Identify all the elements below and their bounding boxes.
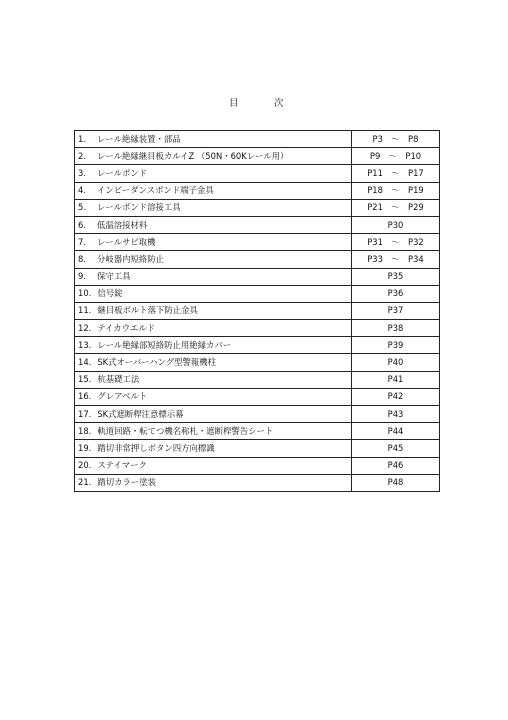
toc-row (75, 371, 440, 388)
toc-entry-title: 継目板ボルト落下防止金具 (97, 305, 198, 316)
toc-entry-cell (75, 199, 352, 216)
toc-entry-pages: P40 (352, 354, 440, 371)
toc-entry-pages: P31 ～ P32 (352, 234, 440, 251)
toc-entry-number: 17. (78, 408, 92, 419)
toc-entry-number: 14. (78, 357, 92, 368)
toc-entry-cell (75, 216, 352, 233)
toc-entry-pages: P18 ～ P19 (352, 182, 440, 199)
toc-entry-number: 2. (78, 150, 86, 161)
toc-entry-pages: P36 (352, 285, 440, 302)
toc-entry-pages: P3 ～ P8 (352, 131, 440, 148)
toc-row (75, 388, 440, 405)
toc-entry-title: グレアベルト (97, 391, 148, 402)
table-of-contents (74, 130, 440, 492)
toc-row (75, 406, 440, 423)
toc-entry-pages: P9 ～ P10 (352, 148, 440, 165)
toc-entry-number: 12. (78, 322, 92, 333)
toc-entry-title: レールボンド (97, 167, 148, 178)
toc-entry-cell (75, 251, 352, 268)
toc-entry-number: 1. (78, 133, 86, 144)
toc-entry-cell (75, 354, 352, 371)
toc-entry-title: 杭基礎工法 (97, 374, 140, 385)
toc-entry-title: レール絶縁部短絡防止用絶縁カバー (97, 339, 232, 350)
toc-row (75, 337, 440, 354)
toc-entry-number: 3. (78, 167, 86, 178)
toc-body (75, 131, 440, 492)
toc-entry-pages: P11 ～ P17 (352, 165, 440, 182)
toc-entry-title: 分岐器内短絡防止 (97, 253, 164, 264)
toc-entry-title: SK式オーバーハング型警報機柱 (97, 357, 217, 368)
title-char-1: 目 (229, 98, 239, 109)
toc-entry-number: 19. (78, 442, 92, 453)
toc-entry-cell (75, 371, 352, 388)
toc-entry-title: レール絶縁装置・部品 (97, 133, 181, 144)
toc-entry-pages: P44 (352, 423, 440, 440)
toc-entry-cell (75, 234, 352, 251)
toc-entry-pages: P39 (352, 337, 440, 354)
toc-entry-pages: P46 (352, 457, 440, 474)
toc-row (75, 165, 440, 182)
toc-entry-pages: P35 (352, 268, 440, 285)
toc-entry-cell (75, 423, 352, 440)
toc-entry-title: レールサビ取機 (97, 236, 156, 247)
toc-entry-title: ステイマーク (97, 460, 147, 471)
toc-entry-cell (75, 388, 352, 405)
toc-row (75, 234, 440, 251)
toc-entry-cell (75, 337, 352, 354)
toc-row (75, 285, 440, 302)
toc-row (75, 440, 440, 457)
toc-entry-pages: P38 (352, 320, 440, 337)
toc-entry-cell (75, 474, 352, 491)
toc-entry-cell (75, 268, 352, 285)
toc-entry-title: 踏切非常押しボタン四方向標識 (97, 442, 215, 453)
toc-row (75, 199, 440, 216)
toc-entry-title: SK式遮断桿注意標示幕 (97, 408, 184, 419)
toc-entry-number: 18. (78, 425, 92, 436)
toc-entry-cell (75, 285, 352, 302)
toc-row (75, 457, 440, 474)
toc-entry-title: 信号錠 (97, 288, 123, 299)
toc-entry-title: 保守工具 (97, 271, 131, 282)
toc-entry-pages: P41 (352, 371, 440, 388)
toc-entry-pages: P33 ～ P34 (352, 251, 440, 268)
toc-row (75, 216, 440, 233)
toc-entry-cell (75, 302, 352, 319)
toc-entry-pages: P43 (352, 406, 440, 423)
toc-row (75, 148, 440, 165)
toc-entry-pages: P45 (352, 440, 440, 457)
toc-entry-number: 16. (78, 391, 92, 402)
toc-entry-number: 8. (78, 253, 86, 264)
toc-entry-title: インピーダンスボンド端子金具 (97, 185, 214, 196)
toc-entry-title: 軌道回路・転てつ機名称札・遮断桿警告シート (97, 425, 274, 436)
toc-row (75, 354, 440, 371)
toc-entry-pages: P42 (352, 388, 440, 405)
toc-entry-number: 10. (78, 288, 92, 299)
toc-row (75, 131, 440, 148)
page-title (0, 96, 508, 112)
toc-entry-number: 6. (78, 219, 86, 230)
toc-entry-number: 11. (78, 305, 92, 316)
toc-entry-pages: P30 (352, 216, 440, 233)
toc-entry-cell (75, 182, 352, 199)
toc-row (75, 320, 440, 337)
toc-entry-cell (75, 406, 352, 423)
toc-entry-number: 4. (78, 185, 86, 196)
toc-entry-cell (75, 148, 352, 165)
toc-entry-title: 踏切カラー塗装 (97, 477, 156, 488)
toc-entry-title: レール絶縁継目板カルイZ （50N・60Kレール用） (97, 150, 289, 161)
toc-row (75, 268, 440, 285)
toc-entry-title: テイカウエルド (97, 322, 156, 333)
toc-entry-title: レールボンド溶接工具 (97, 202, 181, 213)
toc-entry-number: 13. (78, 339, 92, 350)
toc-entry-cell (75, 165, 352, 182)
toc-row (75, 251, 440, 268)
toc-row (75, 182, 440, 199)
toc-entry-pages: P37 (352, 302, 440, 319)
toc-row (75, 474, 440, 491)
title-char-2: 次 (274, 98, 284, 109)
toc-entry-cell (75, 131, 352, 148)
toc-entry-number: 9. (78, 271, 86, 282)
toc-entry-number: 20. (78, 460, 92, 471)
toc-entry-pages: P21 ～ P29 (352, 199, 440, 216)
toc-entry-pages: P48 (352, 474, 440, 491)
toc-entry-number: 5. (78, 202, 86, 213)
toc-entry-number: 21. (78, 477, 92, 488)
toc-entry-cell (75, 440, 352, 457)
toc-row (75, 423, 440, 440)
toc-entry-number: 7. (78, 236, 86, 247)
toc-entry-cell (75, 457, 352, 474)
toc-entry-cell (75, 320, 352, 337)
toc-row (75, 302, 440, 319)
toc-entry-number: 15. (78, 374, 92, 385)
toc-entry-title: 低温溶接材料 (97, 219, 148, 230)
